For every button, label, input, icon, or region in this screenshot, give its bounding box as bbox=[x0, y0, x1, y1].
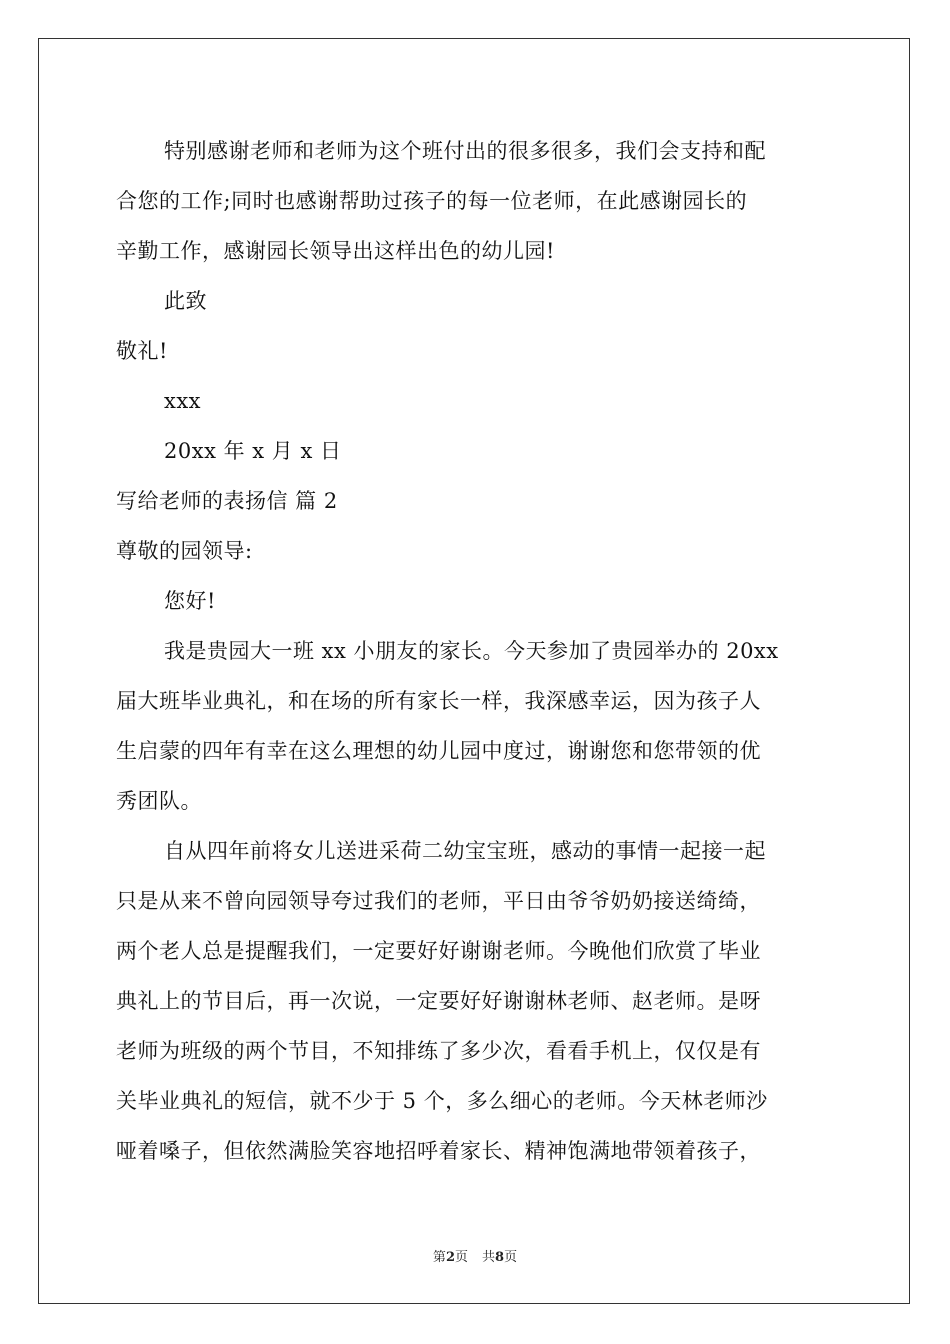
text-line: 只是从来不曾向园领导夸过我们的老师，平日由爷爷奶奶接送绮绮， bbox=[116, 889, 761, 913]
text-line: 自从四年前将女儿送进采荷二幼宝宝班，感动的事情一起接一起 bbox=[164, 839, 766, 863]
text-line: 合您的工作;同时也感谢帮助过孩子的每一位老师，在此感谢园长的 bbox=[116, 189, 748, 213]
page-suffix: 页 bbox=[454, 1250, 468, 1265]
page-prefix: 第 bbox=[432, 1250, 446, 1265]
total-suffix: 页 bbox=[504, 1250, 518, 1265]
text-line: 关毕业典礼的短信，就不少于 5 个，多么细心的老师。今天林老师沙 bbox=[116, 1089, 768, 1113]
text-line: 哑着嗓子，但依然满脸笑容地招呼着家长、精神饱满地带领着孩子， bbox=[116, 1139, 761, 1163]
section-heading: 写给老师的表扬信 篇 2 bbox=[116, 489, 338, 513]
signature-name: xxx bbox=[164, 389, 202, 413]
text-line: 秀团队。 bbox=[116, 789, 202, 813]
text-line: 特别感谢老师和老师为这个班付出的很多很多，我们会支持和配 bbox=[164, 139, 766, 163]
total-pages: 8 bbox=[495, 1250, 505, 1265]
total-prefix: 共 bbox=[482, 1250, 496, 1265]
letter-salutation: 尊敬的园领导: bbox=[116, 539, 253, 563]
greeting: 您好! bbox=[164, 589, 216, 613]
document-body bbox=[116, 126, 836, 1176]
page-footer bbox=[0, 1246, 950, 1265]
signature-date: 20xx 年 x 月 x 日 bbox=[164, 439, 342, 463]
text-line: 典礼上的节目后，再一次说，一定要好好谢谢林老师、赵老师。是呀 bbox=[116, 989, 761, 1013]
text-line: 届大班毕业典礼，和在场的所有家长一样，我深感幸运，因为孩子人 bbox=[116, 689, 761, 713]
text-line: 老师为班级的两个节目，不知排练了多少次，看看手机上，仅仅是有 bbox=[116, 1039, 761, 1063]
text-line: 我是贵园大一班 xx 小朋友的家长。今天参加了贵园举办的 20xx bbox=[164, 639, 779, 663]
text-line: 两个老人总是提醒我们，一定要好好谢谢老师。今晚他们欣赏了毕业 bbox=[116, 939, 761, 963]
text-line: 辛勤工作，感谢园长领导出这样出色的幼儿园! bbox=[116, 239, 555, 263]
text-line: 生启蒙的四年有幸在这么理想的幼儿园中度过，谢谢您和您带领的优 bbox=[116, 739, 761, 763]
closing-respect: 敬礼! bbox=[116, 339, 168, 363]
closing-salutation: 此致 bbox=[164, 289, 207, 313]
page-number: 2 bbox=[445, 1250, 455, 1265]
